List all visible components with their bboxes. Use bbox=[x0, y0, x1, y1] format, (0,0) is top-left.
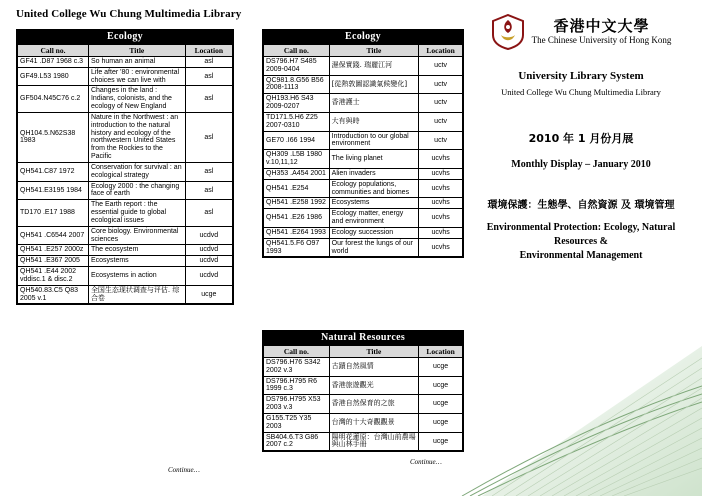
column-header-call-no: Call no. bbox=[264, 346, 330, 358]
right-info-panel bbox=[470, 10, 692, 263]
column-header-title: Title bbox=[88, 45, 185, 57]
display-date-en: Monthly Display – January 2010 bbox=[511, 159, 651, 170]
table-row bbox=[264, 94, 463, 113]
cell-call-no: QH540.83.C5 Q83 2005 v.1 bbox=[18, 285, 89, 304]
cell-location: asl bbox=[185, 67, 232, 86]
cell-call-no: QH541 .E367 2005 bbox=[18, 256, 89, 267]
cell-location: ucvhs bbox=[419, 227, 463, 238]
cell-call-no: QH541 .C6544 2007 bbox=[18, 226, 89, 245]
cell-call-no: DS796.H795 R6 1999 c.3 bbox=[264, 376, 330, 395]
cell-location: ucdvd bbox=[185, 267, 232, 286]
table-row bbox=[18, 57, 233, 68]
cell-location: ucdvd bbox=[185, 245, 232, 256]
table-header-row bbox=[18, 45, 233, 57]
cell-call-no: QH541.C87 1972 bbox=[18, 162, 89, 181]
display-date-cn: 2010 年 1 月份月展 bbox=[528, 132, 634, 145]
table-row bbox=[18, 256, 233, 267]
theme-title-cn: 環境保護：生態學、自然資源 及 環境管理 bbox=[487, 200, 675, 211]
cell-call-no: GF49.L53 1980 bbox=[18, 67, 89, 86]
cell-call-no: DS796.H76 S342 2002 v.3 bbox=[264, 358, 330, 377]
cell-title: Ecology 2000 : the changing face of earth bbox=[88, 181, 185, 200]
cell-call-no: GF41 .D87 1968 c.3 bbox=[18, 57, 89, 68]
cell-title: 香港護士 bbox=[329, 94, 419, 113]
cell-title: 古蹟自然風情 bbox=[329, 358, 419, 377]
cell-location: ucge bbox=[419, 358, 463, 377]
cell-call-no: QH104.5.N62S38 1983 bbox=[18, 112, 89, 162]
cell-location: ucge bbox=[185, 285, 232, 304]
continued-label-right: Continue… bbox=[410, 458, 442, 466]
table-row bbox=[264, 131, 463, 150]
cell-call-no: SB404.6.T3 G86 2007 c.2 bbox=[264, 432, 330, 451]
table-ecology-right bbox=[262, 29, 464, 258]
cell-title: Changes in the land : Indians, colonists, and the ecology of New England bbox=[88, 86, 185, 112]
column-header-call-no: Call no. bbox=[18, 45, 89, 57]
cell-call-no: TD171.5.H6 Z25 2007-0310 bbox=[264, 112, 330, 131]
cell-title: The living planet bbox=[329, 150, 419, 169]
table-caption-ecology-right: Ecology bbox=[263, 30, 463, 44]
table-row bbox=[264, 168, 463, 179]
cell-call-no: QH541 .E44 2002 vddisc.1 & disc.2 bbox=[18, 267, 89, 286]
table-row bbox=[264, 198, 463, 209]
table-row bbox=[18, 200, 233, 226]
table-row bbox=[18, 226, 233, 245]
cell-location: ucvhs bbox=[419, 198, 463, 209]
table-header-row bbox=[264, 45, 463, 57]
university-name-en: The Chinese University of Hong Kong bbox=[531, 35, 672, 46]
cell-title: 台灣的十大奇觀觀景 bbox=[329, 413, 419, 432]
cell-title: The Earth report : the essential guide to global ecological issues bbox=[88, 200, 185, 226]
page-title: United College Wu Chung Multimedia Library bbox=[16, 8, 242, 20]
column-header-location: Location bbox=[419, 346, 463, 358]
cell-title: Ecology matter, energy and environment bbox=[329, 209, 419, 228]
cell-title: Ecology succession bbox=[329, 227, 419, 238]
cell-title: Nature in the Northwest : an introduction to the natural history and ecology of the northwestern United States from the Rockies to the Pacific bbox=[88, 112, 185, 162]
table-row bbox=[264, 238, 463, 257]
table-row bbox=[18, 285, 233, 304]
cell-call-no: TD170 .E17 1988 bbox=[18, 200, 89, 226]
cell-location: ucge bbox=[419, 376, 463, 395]
cell-title: 濕保實踐. 瑞麗江河 bbox=[329, 57, 419, 76]
cell-title: Ecosystems bbox=[88, 256, 185, 267]
cell-location: asl bbox=[185, 162, 232, 181]
cell-title: 香港自然保育的之旅 bbox=[329, 395, 419, 414]
table-row bbox=[18, 245, 233, 256]
table-row bbox=[264, 150, 463, 169]
university-logo-row bbox=[470, 14, 692, 50]
cell-location: ucge bbox=[419, 432, 463, 451]
table-row bbox=[18, 67, 233, 86]
table-row bbox=[264, 112, 463, 131]
cell-location: asl bbox=[185, 57, 232, 68]
cell-call-no: G155.T25 Y35 2003 bbox=[264, 413, 330, 432]
table-row bbox=[264, 75, 463, 94]
table-row bbox=[264, 358, 463, 377]
cell-title: [從熱敦圖認識氣候變化] bbox=[329, 75, 419, 94]
library-name-label: United College Wu Chung Multimedia Library bbox=[501, 87, 661, 97]
cell-location: uctv bbox=[419, 57, 463, 76]
cell-title: Ecosystems in action bbox=[88, 267, 185, 286]
cell-location: ucvhs bbox=[419, 150, 463, 169]
cell-title: Our forest the lungs of our world bbox=[329, 238, 419, 257]
cell-title: 大有與時 bbox=[329, 112, 419, 131]
cell-title: Introduction to our global environment bbox=[329, 131, 419, 150]
cell-call-no: DS796.H795 X53 2003 v.3 bbox=[264, 395, 330, 414]
cell-title: Ecology populations, communities and biomes bbox=[329, 179, 419, 198]
cell-call-no: QC981.8.G56 B56 2008-1113 bbox=[264, 75, 330, 94]
cell-call-no: QH309 .L5B 1980 v.10,11,12 bbox=[264, 150, 330, 169]
cell-location: uctv bbox=[419, 94, 463, 113]
cell-location: uctv bbox=[419, 112, 463, 131]
cell-call-no: GE70 .I66 1994 bbox=[264, 131, 330, 150]
cell-location: ucge bbox=[419, 413, 463, 432]
table-row bbox=[264, 227, 463, 238]
cell-location: asl bbox=[185, 181, 232, 200]
theme-title-en-line2: Resources & bbox=[554, 236, 608, 247]
cell-call-no: QH541 .E258 1992 bbox=[264, 198, 330, 209]
cell-location: uctv bbox=[419, 131, 463, 150]
table-row bbox=[18, 112, 233, 162]
table-row bbox=[18, 86, 233, 112]
table-row bbox=[264, 376, 463, 395]
theme-title-en-line3: Environmental Management bbox=[519, 250, 643, 261]
theme-title-en-line1: Environmental Protection: Ecology, Natural bbox=[486, 222, 676, 233]
decorative-green-graphic bbox=[442, 346, 702, 496]
cell-call-no: QH541 .E254 bbox=[264, 179, 330, 198]
cell-location: ucdvd bbox=[185, 256, 232, 267]
table-caption-natural-resources: Natural Resources bbox=[263, 331, 463, 345]
cuhk-crest-icon bbox=[491, 14, 525, 50]
cell-call-no: QH541.5.F6 O97 1993 bbox=[264, 238, 330, 257]
table-row bbox=[18, 181, 233, 200]
column-header-title: Title bbox=[329, 45, 419, 57]
table-row bbox=[264, 209, 463, 228]
cell-call-no: QH193.H6 S43 2009-0207 bbox=[264, 94, 330, 113]
continued-label-left: Continue… bbox=[168, 466, 200, 474]
cell-title: 香港旅遊觀光 bbox=[329, 376, 419, 395]
table-natural-resources bbox=[262, 330, 464, 452]
table-row bbox=[264, 179, 463, 198]
university-name-cn: 香港中文大學 bbox=[553, 16, 650, 35]
cell-title: Core biology. Environmental sciences bbox=[88, 226, 185, 245]
table-row bbox=[264, 432, 463, 451]
table-row bbox=[264, 413, 463, 432]
cell-call-no: GF504.N45C76 c.2 bbox=[18, 86, 89, 112]
cell-location: ucge bbox=[419, 395, 463, 414]
cell-title: 全国生态现状调查与评估. 综合卷 bbox=[88, 285, 185, 304]
table-header-row bbox=[264, 346, 463, 358]
table-ecology-left bbox=[16, 29, 234, 305]
cell-location: asl bbox=[185, 200, 232, 226]
cell-location: uctv bbox=[419, 75, 463, 94]
cell-location: ucvhs bbox=[419, 168, 463, 179]
cell-location: asl bbox=[185, 112, 232, 162]
cell-location: asl bbox=[185, 86, 232, 112]
table-row bbox=[18, 162, 233, 181]
table-row bbox=[264, 395, 463, 414]
cell-title: The ecosystem bbox=[88, 245, 185, 256]
column-header-call-no: Call no. bbox=[264, 45, 330, 57]
cell-location: ucvhs bbox=[419, 179, 463, 198]
cell-title: 陽明花蓮原：台灣山前農場與山林手冊 bbox=[329, 432, 419, 451]
cell-title: So human an animal bbox=[88, 57, 185, 68]
table-row bbox=[264, 57, 463, 76]
table-caption-ecology-left: Ecology bbox=[17, 30, 233, 44]
cell-call-no: QH541 .E264 1993 bbox=[264, 227, 330, 238]
cell-location: ucdvd bbox=[185, 226, 232, 245]
cell-title: Ecosystems bbox=[329, 198, 419, 209]
theme-title-en bbox=[470, 221, 692, 263]
library-system-label: University Library System bbox=[518, 70, 644, 82]
cell-call-no: QH353 .A454 2001 bbox=[264, 168, 330, 179]
cell-call-no: QH541.E3195 1984 bbox=[18, 181, 89, 200]
cell-title: Life after '80 : environmental choices we can live with bbox=[88, 67, 185, 86]
cell-title: Conservation for survival : an ecological strategy bbox=[88, 162, 185, 181]
column-header-title: Title bbox=[329, 346, 419, 358]
cell-call-no: QH541 .E26 1986 bbox=[264, 209, 330, 228]
cell-title: Alien invaders bbox=[329, 168, 419, 179]
cell-location: ucvhs bbox=[419, 209, 463, 228]
column-header-location: Location bbox=[419, 45, 463, 57]
cell-call-no: DS796.H7 S485 2009-0404 bbox=[264, 57, 330, 76]
column-header-location: Location bbox=[185, 45, 232, 57]
table-row bbox=[18, 267, 233, 286]
cell-location: ucvhs bbox=[419, 238, 463, 257]
cell-call-no: QH541 .E257 2000z bbox=[18, 245, 89, 256]
